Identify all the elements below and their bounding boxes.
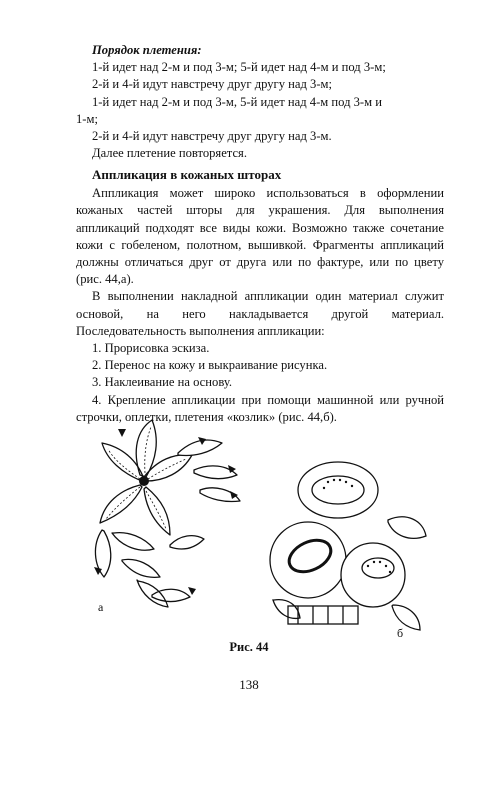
weaving-line-1: 1-й идет над 2-м и под 3-м; 5-й идет над 4-м и под 3-м;	[92, 60, 386, 75]
weaving-line-3: 1-й идет над 2-м и под 3-м, 5-й идет над 4-м под 3-м и	[92, 94, 382, 109]
weaving-line-2: 2-й и 4-й идут навстречу друг другу над 3-м;	[92, 77, 332, 92]
section-heading: Аппликация в кожаных шторах	[92, 167, 282, 182]
applique-step-1: 1. Прорисовка эскиза.	[92, 341, 210, 356]
page-number: 138	[239, 677, 259, 692]
weaving-order-title: Порядок плетения:	[92, 43, 202, 57]
applique-step-2: 2. Перенос на кожу и выкраивание рисунка.	[92, 358, 328, 373]
weaving-line-6: Далее плетение повторяется.	[92, 146, 247, 161]
figure-label-a: а	[98, 600, 104, 614]
figure-a-leaf-applique	[82, 415, 252, 625]
weaving-line-5: 2-й и 4-й идут навстречу друг другу над 3-м.	[92, 129, 332, 144]
weaving-order-section	[76, 42, 444, 162]
applique-section	[76, 166, 444, 426]
applique-paragraph-1: Аппликация может широко использоваться в оформлении кожаных частей шторы для украшения. Для выполнения аппликаций подходят все виды кожи. Возможно также сочетание кожи с гобеленом, полотном, вышивкой. Фрагменты аппликаций должны отличаться друг от друга или по фактуре, или по цвету (рис. 44,а).	[76, 186, 444, 287]
figure-b-circle-applique	[268, 450, 428, 640]
applique-step-4: 4. Крепление аппликации при помощи машинной или ручной строчки, оплетки, плетения «козлик» (рис. 44,б).	[76, 392, 444, 424]
weaving-line-4: 1-м;	[76, 111, 98, 126]
figure-caption: Рис. 44	[229, 640, 269, 654]
applique-step-3: 3. Наклеивание на основу.	[92, 375, 233, 390]
figure-label-b: б	[397, 626, 404, 640]
applique-paragraph-2: В выполнении накладной аппликации один материал служит основой, на него накладывается другой материал. Последовательность выполнения аппликации:	[76, 289, 444, 338]
